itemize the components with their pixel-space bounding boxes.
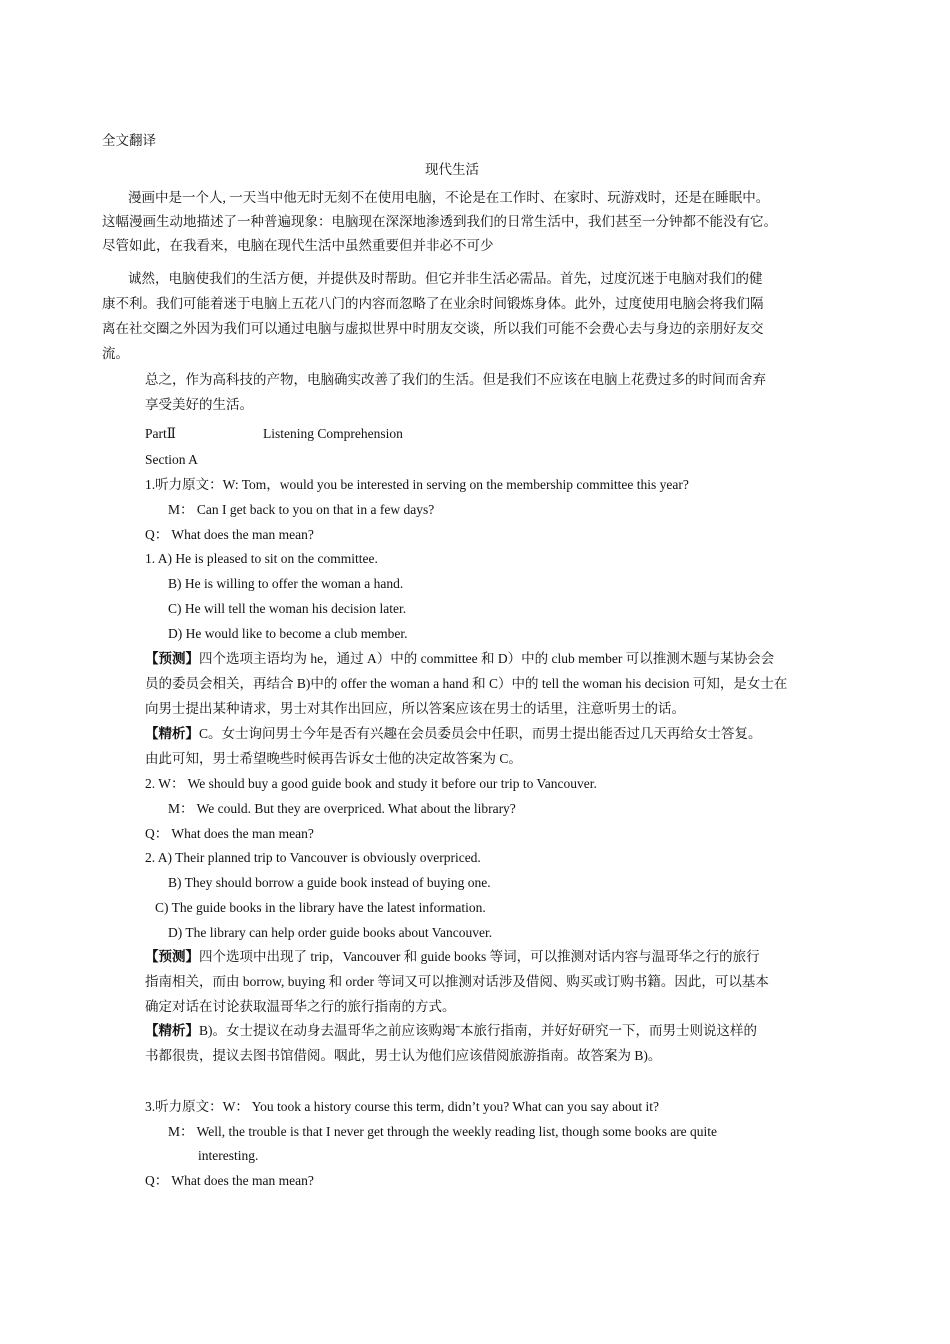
para3-line: 总之，作为高科技的产物，电脑确实改善了我们的生活。但是我们不应该在电脑上花费过多的时间而舍弃 <box>145 372 766 387</box>
section-label: Section A <box>145 452 198 467</box>
q1-man: M： Can I get back to you on that in a few days? <box>168 502 435 517</box>
analysis-text: C。女士询问男士今年是否有兴趣在会员委员会中任职，而男士提出能否过几天再给女士答复。 <box>199 726 762 741</box>
q2-option-c: C) The guide books in the library have the latest information. <box>155 900 486 915</box>
para2-line: 离在社交圈之外因为我们可以通过电脑与虚拟世界中时朋友交谈，所以我们可能不会费心去与身边的亲朋好友交 <box>102 321 764 336</box>
analysis-text: B)。女士提议在动身去温哥华之前应该购竭ˉ本旅行指南，并好好研究一下，而男士则说这样的 <box>199 1023 757 1038</box>
para1-line: 漫画中是一个人, 一天当中他无时无刻不在使用电脑，不论是在工作时、在家时、玩游戏时，还是在睡眠中。 <box>128 190 770 205</box>
predict-text: 四个选项中出现了 trip，Vancouver 和 guide books 等词，可以推测对话内容与温哥华之行的旅行 <box>199 949 760 964</box>
q2-analysis-line: 书都很贵，提议去图书馆借阅。咽此，男士认为他们应该借阅旅游指南。故答案为 B)。 <box>145 1048 662 1063</box>
para3-line: 享受美好的生活。 <box>145 397 253 412</box>
q1-option-d: D) He would like to become a club member. <box>168 626 408 641</box>
q3-man: M： Well, the trouble is that I never get through the weekly reading list, though some books are quite <box>168 1124 718 1139</box>
translation-heading: 全文翻译 <box>102 133 156 148</box>
para2-line: 康不利。我们可能着迷于电脑上五花八门的内容而忽略了在业余时间锻炼身体。此外，过度使用电脑会将我们隔 <box>102 296 764 311</box>
q3-woman: 3.听力原文：W： You took a history course this term, didn’t you? What can you say about it? <box>145 1099 659 1114</box>
q3-question: Q： What does the man mean? <box>145 1173 314 1188</box>
analysis-tag: 【精析】 <box>145 1023 199 1038</box>
q1-analysis-line: 由此可知，男士希望晚些时候再告诉女士他的决定故答案为 C。 <box>145 751 522 766</box>
q1-predict-line <box>145 649 774 669</box>
q2-predict-line: 指南相关，而由 borrow, buying 和 order 等词又可以推测对话涉及借阅、购买或订购书籍。因此，可以基本 <box>145 974 769 989</box>
para1-line: 尽管如此，在我看来，电脑在现代生活中虽然重要但并非必不可少 <box>102 238 494 253</box>
q2-option-b: B) They should borrow a guide book instead of buying one. <box>168 875 491 890</box>
q1-option-c: C) He will tell the woman his decision later. <box>168 601 407 616</box>
q2-question: Q： What does the man mean? <box>145 826 314 841</box>
q2-predict-line <box>145 947 760 967</box>
q1-option-b: B) He is willing to offer the woman a hand. <box>168 576 404 591</box>
q2-analysis-line <box>145 1021 757 1041</box>
q1-predict-line: 员的委员会相关，再结合 B)中的 offer the woman a hand 和 C）中的 tell the woman his decision 可知，是女士在 <box>145 676 788 691</box>
predict-text: 四个选项主语均为 he，通过 A）中的 committee 和 D）中的 club member 可以推测木题与某协会会 <box>199 651 775 666</box>
part-label: PartⅡ <box>145 426 176 441</box>
q2-option-d: D) The library can help order guide books about Vancouver. <box>168 925 493 940</box>
part-name: Listening Comprehension <box>263 426 403 441</box>
analysis-tag: 【精析】 <box>145 726 199 741</box>
para1-line: 这幅漫画生动地描述了一种普遍现象：电脑现在深深地渗透到我们的日常生活中，我们甚至一分钟都不能没有它。 <box>102 214 777 229</box>
q1-predict-line: 向男士提出某种请求，男士对其作出回应，所以答案应该在男士的话里，注意听男士的话。 <box>145 701 685 716</box>
predict-tag: 【预测】 <box>145 949 199 964</box>
q1-analysis-line <box>145 724 762 744</box>
q1-woman: 1.听力原文：W: Tom，would you be interested in serving on the membership committee this year? <box>145 477 689 492</box>
translation-title: 现代生活 <box>425 162 479 177</box>
para2-line: 流。 <box>102 346 129 361</box>
q2-predict-line: 确定对话在讨论获取温哥华之行的旅行指南的方式。 <box>145 999 456 1014</box>
q2-man: M： We could. But they are overpriced. What about the library? <box>168 801 516 816</box>
q1-option-a: 1. A) He is pleased to sit on the committee. <box>145 551 378 566</box>
q2-option-a: 2. A) Their planned trip to Vancouver is obviously overpriced. <box>145 850 481 865</box>
q2-woman: 2. W： We should buy a good guide book and study it before our trip to Vancouver. <box>145 776 597 791</box>
para2-line: 诚然，电脑使我们的生活方便，并提供及时帮助。但它并非生活必需品。首先，过度沉迷于电脑对我们的健 <box>128 271 763 286</box>
q1-question: Q： What does the man mean? <box>145 527 314 542</box>
q3-man-cont: interesting. <box>198 1148 259 1163</box>
predict-tag: 【预测】 <box>145 651 199 666</box>
